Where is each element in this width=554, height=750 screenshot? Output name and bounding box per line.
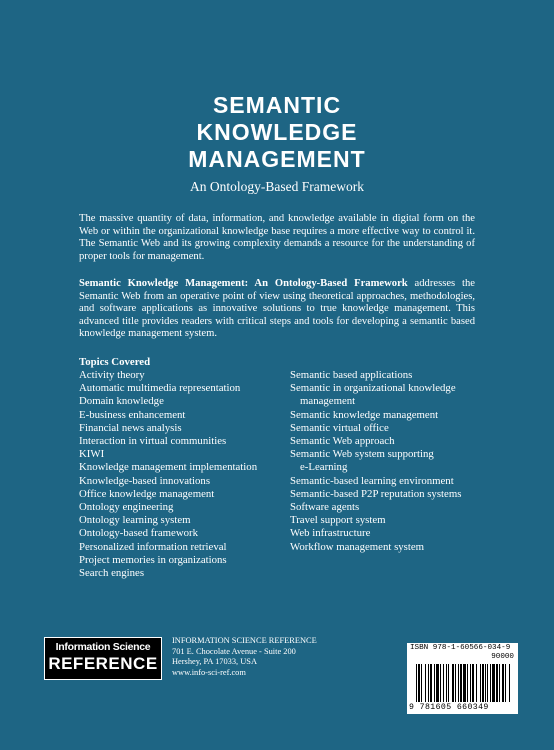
- barcode-bar: [458, 664, 459, 702]
- list-item: Software agents: [290, 501, 360, 514]
- description-paragraph-2: [79, 278, 475, 341]
- barcode-label: [407, 643, 518, 714]
- barcode-bar: [428, 664, 429, 702]
- title-line-3: MANAGEMENT: [188, 146, 366, 172]
- barcode-bar: [476, 664, 477, 702]
- list-item: Domain knowledge: [79, 395, 164, 408]
- barcode-bar: [463, 664, 466, 702]
- barcode-bar: [460, 664, 462, 702]
- barcode-bar: [418, 664, 420, 702]
- barcode-bar: [482, 664, 484, 702]
- list-item: Semantic based applications: [290, 369, 413, 381]
- logo-bottom-text: REFERENCE: [48, 654, 158, 673]
- list-item: KIWI: [79, 448, 105, 461]
- list-item: Semantic in organizational knowledge: [290, 382, 456, 395]
- isbn-text: ISBN 978-1-60566-034-9: [410, 644, 511, 652]
- publisher-logo: [44, 637, 162, 680]
- list-item: Workflow management system: [290, 540, 425, 553]
- list-item: Interaction in virtual communities: [79, 435, 227, 448]
- list-item: Semantic virtual office: [290, 421, 389, 434]
- barcode-bar: [509, 664, 510, 702]
- barcode-bar: [492, 664, 495, 702]
- title-line-2: KNOWLEDGE: [196, 119, 358, 145]
- barcode-bar: [425, 664, 426, 702]
- publisher-address-line-1: 701 E. Chocolate Avenue - Suite 200: [172, 646, 296, 656]
- list-item: Ontology engineering: [79, 501, 174, 514]
- barcode-bar: [430, 664, 432, 702]
- list-item: Financial news analysis: [79, 421, 182, 434]
- barcode-bar: [487, 664, 488, 702]
- barcode-bar: [448, 664, 449, 702]
- barcode-bar: [446, 664, 447, 702]
- barcode-bar: [443, 664, 444, 702]
- topics-list-left: [79, 369, 257, 580]
- list-item: Travel support system: [290, 514, 386, 527]
- barcode-bar: [455, 664, 456, 702]
- barcode-bar: [480, 664, 481, 702]
- barcode-number: 9 781605 660349: [409, 703, 489, 712]
- barcode-bar: [436, 664, 439, 702]
- publisher-name: INFORMATION SCIENCE REFERENCE: [172, 636, 317, 645]
- publisher-website: www.info-sci-ref.com: [172, 667, 246, 677]
- list-item-continuation: management: [300, 395, 356, 408]
- list-item: Automatic multimedia representation: [79, 382, 241, 395]
- barcode-bar: [470, 664, 471, 702]
- list-item: Search engines: [79, 567, 145, 580]
- barcode-bar: [434, 664, 435, 702]
- barcode-bar: [452, 664, 454, 702]
- topics-list-right: [290, 369, 461, 554]
- barcode-bar: [421, 664, 422, 702]
- barcode-bar: [496, 664, 498, 702]
- book-subtitle: An Ontology-Based Framework: [190, 179, 364, 194]
- barcode-bar: [467, 664, 468, 702]
- barcode-bar: [505, 664, 506, 702]
- barcode-bar: [440, 664, 441, 702]
- publisher-info: [172, 636, 317, 678]
- barcode-bar: [502, 664, 504, 702]
- list-item: Knowledge management implementation: [79, 461, 258, 474]
- list-item: Web infrastructure: [290, 527, 371, 540]
- paragraph-2-bold-title: Semantic Knowledge Management: An Ontology-Based Framework: [79, 278, 408, 289]
- list-item: Semantic Web approach: [290, 435, 395, 448]
- list-item: E-business enhancement: [79, 408, 186, 421]
- title-line-1: SEMANTIC: [212, 92, 342, 118]
- list-item: Office knowledge management: [79, 487, 215, 500]
- barcode-bar: [416, 664, 417, 702]
- list-item-continuation: e-Learning: [300, 461, 348, 474]
- book-title: [0, 92, 554, 173]
- list-item: Ontology-based framework: [79, 527, 199, 540]
- paragraph-2-text: addresses the Semantic Web from an operative point of view using theoretical approaches, methodologies, and software applications as innovative solutions to true knowledge management. This advanced title provides readers with critical steps and tools for developing a semantic based knowledge management system.: [79, 278, 475, 340]
- publisher-address-line-2: Hershey, PA 17033, USA: [172, 657, 257, 667]
- description-paragraph-1: The massive quantity of data, information, and knowledge available in digital form on the Web or within the organizational knowledge base requires a more effective way to control it. The Semantic Web and its growing complexity demands a resource for the understanding of proper tools for management.: [79, 213, 475, 262]
- barcode-bar: [490, 664, 491, 702]
- list-item: Project memories in organizations: [79, 553, 227, 566]
- logo-top-text: Information Science: [55, 641, 151, 653]
- barcode-bar: [485, 664, 486, 702]
- list-item: Personalized information retrieval: [79, 540, 227, 553]
- list-item: Semantic-based learning environment: [290, 474, 454, 487]
- barcode-bar: [472, 664, 474, 702]
- list-item: Semantic knowledge management: [290, 408, 439, 421]
- topics-heading: Topics Covered: [79, 356, 151, 368]
- barcode-bar: [499, 664, 500, 702]
- list-item: Knowledge-based innovations: [79, 474, 211, 487]
- list-item: Activity theory: [79, 369, 145, 381]
- list-item: Semantic-based P2P reputation systems: [290, 487, 462, 500]
- list-item: Semantic Web system supporting: [290, 448, 434, 461]
- price-code: 90000: [491, 653, 514, 661]
- list-item: Ontology learning system: [79, 514, 191, 527]
